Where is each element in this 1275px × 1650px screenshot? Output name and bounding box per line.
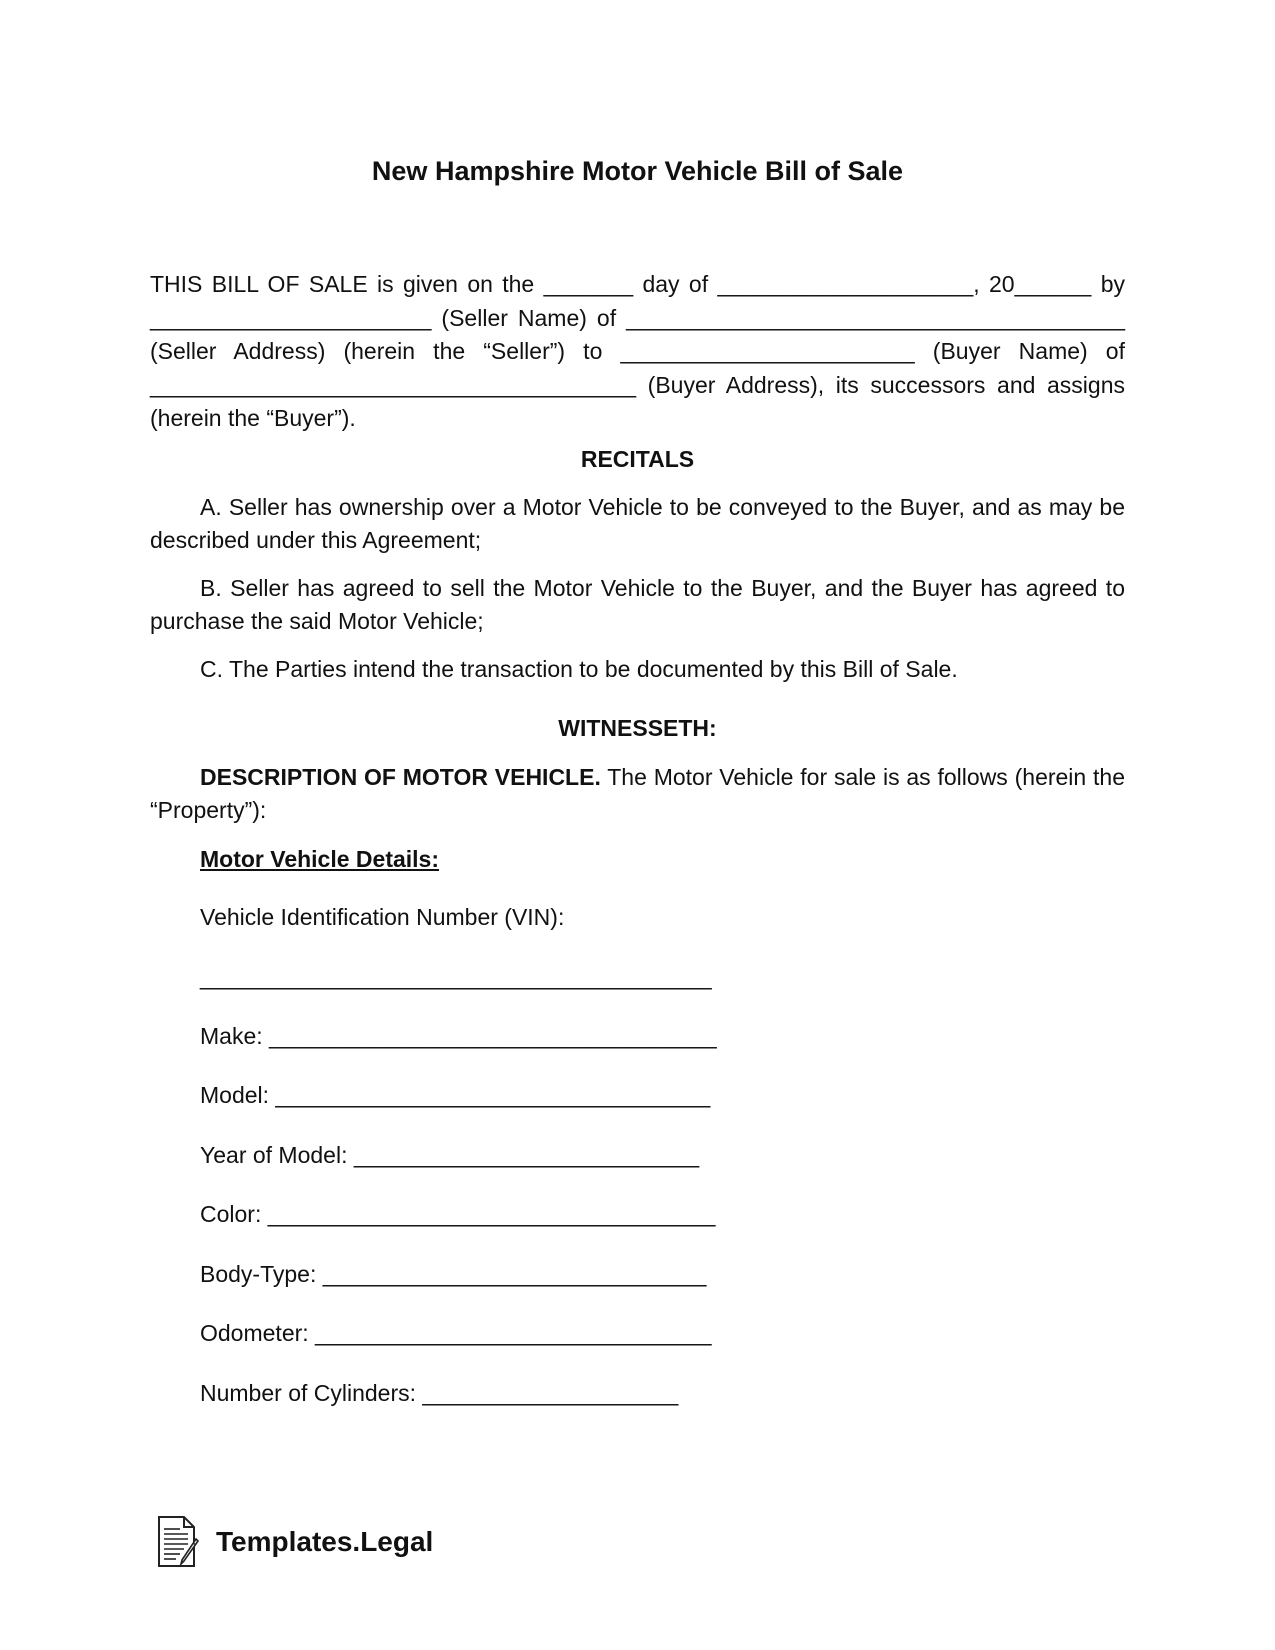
- odometer-field: Odometer: _______________________________: [200, 1320, 712, 1346]
- make-field: Make: ___________________________________: [200, 1023, 717, 1049]
- year-field: Year of Model: ___________________________: [200, 1142, 700, 1168]
- intro-paragraph: THIS BILL OF SALE is given on the _______ day of ____________________, 20______ by ______________________ (Seller Name) of _______________________________________ (Seller Address) (herein the “Seller”) to _______________________ (Buyer Name) of ______________________________________ (Buyer Address), its successors and assigns (herein the “Buyer”).: [150, 271, 1125, 431]
- vin-label: Vehicle Identification Number (VIN):: [200, 904, 565, 930]
- description-paragraph: [150, 761, 1125, 827]
- model-field: Model: __________________________________: [200, 1082, 711, 1108]
- recital-a: A. Seller has ownership over a Motor Vehicle to be conveyed to the Buyer, and as may be described under this Agreement;: [150, 494, 1125, 553]
- document-pen-icon: [156, 1515, 200, 1569]
- cylinders-field: Number of Cylinders: ____________________: [200, 1380, 679, 1406]
- witnesseth-heading: WITNESSETH:: [558, 715, 717, 741]
- brand-name: Templates.Legal: [216, 1526, 434, 1557]
- footer-brand: [156, 1514, 433, 1570]
- vin-blank: ________________________________________: [200, 964, 712, 990]
- recitals-heading: RECITALS: [580, 446, 695, 472]
- color-field: Color: ___________________________________: [200, 1201, 716, 1227]
- recital-b: B. Seller has agreed to sell the Motor Vehicle to the Buyer, and the Buyer has agreed to purchase the said Motor Vehicle;: [150, 575, 1125, 634]
- body-type-field: Body-Type: ______________________________: [200, 1261, 707, 1287]
- description-lead: DESCRIPTION OF MOTOR VEHICLE.: [200, 764, 601, 790]
- description-text: The Motor Vehicle for sale is as follows (herein the “Property”):: [150, 764, 1126, 823]
- recital-c: C. The Parties intend the transaction to be documented by this Bill of Sale.: [200, 656, 958, 682]
- document-title: New Hampshire Motor Vehicle Bill of Sale: [371, 156, 904, 186]
- details-heading: Motor Vehicle Details:: [200, 846, 440, 872]
